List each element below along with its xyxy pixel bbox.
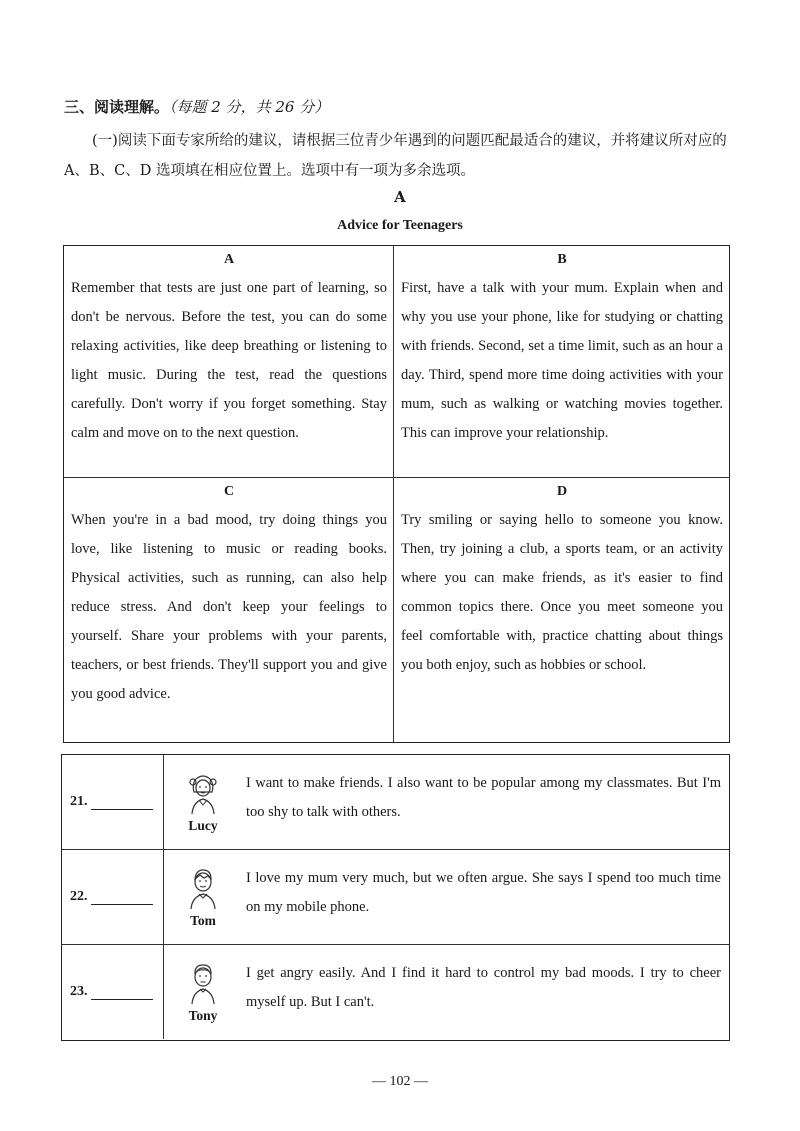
passage-letter: A — [394, 188, 406, 206]
advice-cell-c — [64, 478, 394, 742]
boy-portrait-icon — [186, 867, 220, 911]
problem-row — [62, 945, 729, 1039]
question-number: 21. — [70, 794, 88, 809]
advice-table — [63, 245, 730, 743]
answer-blank[interactable] — [91, 890, 153, 905]
answer-cell — [62, 755, 164, 849]
instructions: (一)阅读下面专家所给的建议，请根据三位青少年遇到的问题匹配最适合的建议，并将建议所对应的 A、B、C、D 选项填在相应位置上。选项中有一项为多余选项。 — [64, 133, 727, 179]
advice-text: When you're in a bad mood, try doing things you love, like listening to music or reading books. Physical activities, such as running, can also help reduce stress. And don't keep your feelings to yourself. Share your problems with your parents, teachers, or best friends. They'll support you and give you good advice. — [71, 512, 387, 702]
answer-cell — [62, 945, 164, 1039]
advice-text: Try smiling or saying hello to someone you know. Then, try joining a club, a sports team, or an activity where you can make friends, as it's easier to find common topics there. Once you meet someone you feel comfortable with, practice chatting about things you both enjoy, such as hobbies or school. — [401, 512, 723, 673]
passage-title: Advice for Teenagers — [337, 218, 463, 233]
advice-letter: D — [556, 484, 568, 499]
section-title — [64, 96, 329, 117]
page-number: — 102 — — [372, 1074, 428, 1089]
answer-blank[interactable] — [91, 795, 153, 810]
boy-portrait-icon — [186, 962, 220, 1006]
person-cell — [164, 945, 242, 1039]
advice-cell-b — [394, 246, 729, 478]
section-title-text: 三、阅读理解。 — [64, 98, 170, 116]
problem-table — [61, 754, 730, 1041]
advice-cell-d — [394, 478, 729, 742]
person-cell — [164, 755, 242, 849]
question-number: 22. — [70, 889, 88, 904]
person-name: Tony — [188, 1008, 218, 1023]
answer-cell — [62, 850, 164, 944]
question-number: 23. — [70, 984, 88, 999]
problem-row — [62, 850, 729, 945]
person-name: Lucy — [188, 818, 218, 833]
advice-letter: A — [223, 252, 235, 267]
problem-text: I love my mum very much, but we often argue. She says I spend too much time on my mobile phone. — [246, 870, 721, 915]
girl-portrait-icon — [186, 772, 220, 816]
problem-text: I get angry easily. And I find it hard to control my bad moods. I try to cheer myself up. But I can't. — [246, 965, 721, 1010]
person-name: Tom — [190, 913, 216, 928]
advice-cell-a — [64, 246, 394, 478]
problem-text: I want to make friends. I also want to be popular among my classmates. But I'm too shy to talk with others. — [246, 775, 721, 820]
answer-blank[interactable] — [91, 985, 153, 1000]
advice-text: First, have a talk with your mum. Explain when and why you use your phone, like for studying or chatting with friends. Second, set a time limit, such as an hour a day. Third, spend more time doing activities with your mum, such as walking or watching movies together. This can improve your relationship. — [401, 280, 723, 441]
person-cell — [164, 850, 242, 944]
advice-text: Remember that tests are just one part of learning, so don't be nervous. Before the test, you can do some relaxing activities, like deep breathing or listening to light music. During the test, read the questions carefully. Don't worry if you forget something. Stay calm and move on to the next question. — [71, 280, 387, 441]
advice-letter: B — [557, 252, 567, 267]
section-score-note: （每题 2 分，共 26 分） — [169, 98, 330, 116]
advice-letter: C — [223, 484, 235, 499]
problem-row — [62, 755, 729, 850]
